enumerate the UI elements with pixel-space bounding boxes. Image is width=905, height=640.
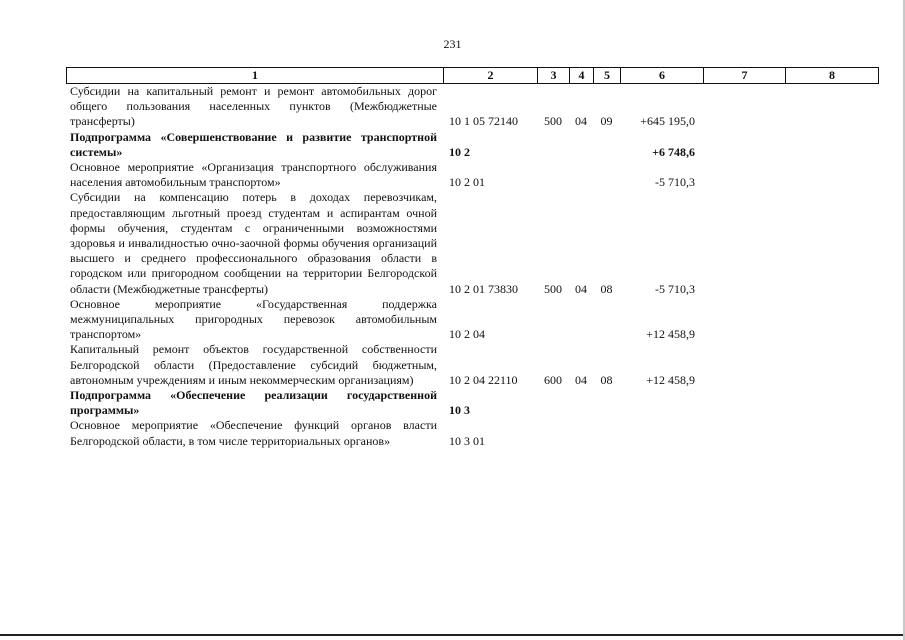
row-section: 04 [575,114,587,129]
row-section [569,160,593,190]
page-number: 231 [443,37,462,51]
row-col-8 [785,84,878,130]
header-col-3: 3 [538,68,570,84]
table-row [66,418,878,448]
table-row [66,84,878,130]
header-col-4: 4 [570,68,594,84]
row-description: Субсидии на компенсацию потерь в доходах перевозчикам, предоставляющим льготный проезд студентам и аспирантам очной формы обучения, студентам с ограниченными возможностями здоровья и инвалидностью очно-заочной формы обучения организаций высшего и среднего профессионального образования области в городском или пригородном сообщении на территории Белгородской области (Межбюджетные трансферты) [70,190,437,296]
row-amount: +12 458,9 [646,372,695,387]
table-row [66,297,878,343]
row-col-7 [703,130,785,160]
row-section: 04 [575,372,587,387]
table-row [66,342,878,388]
table-row [66,388,878,418]
budget-table [66,84,878,449]
row-subsection [593,160,620,190]
row-description: Подпрограмма «Обеспечение реализации государственной программы» [70,388,437,418]
row-amount: -5 710,3 [655,281,695,296]
row-description: Субсидии на капитальный ремонт и ремонт автомобильных дорог общего пользования населенных пунктов (Межбюджетные трансферты) [70,84,437,129]
row-description: Основное мероприятие «Государственная поддержка межмуниципальных пригородных перевозок автомобильным транспортом» [70,296,437,342]
row-subsection: 08 [600,281,613,296]
row-section [569,418,593,448]
row-expense-type [537,388,569,418]
row-section [569,388,593,418]
row-code: 10 3 01 [449,433,485,448]
row-section [569,130,593,160]
row-subsection: 09 [600,114,613,129]
row-col-7 [703,342,785,388]
row-section [569,297,593,343]
header-row [67,68,879,84]
table-row [66,190,878,296]
row-expense-type: 600 [544,372,562,387]
row-col-8 [785,160,878,190]
row-col-7 [703,388,785,418]
row-section: 04 [575,281,587,296]
row-col-8 [785,297,878,343]
row-description: Капитальный ремонт объектов государственной собственности Белгородской области (Предоставление субсидий бюджетным, автономным учреждениям и иным некоммерческим организациям) [70,342,437,387]
row-code: 10 2 04 22110 [449,372,518,387]
row-description: Основное мероприятие «Организация транспортного обслуживания населения автомобильным транспортом» [70,160,437,190]
header-col-7: 7 [704,68,786,84]
row-code: 10 2 01 73830 [449,281,518,296]
row-expense-type: 500 [544,114,562,129]
row-col-7 [703,190,785,296]
row-expense-type [537,160,569,190]
row-amount: +645 195,0 [640,114,695,129]
row-expense-type [537,418,569,448]
row-col-7 [703,160,785,190]
row-col-8 [785,388,878,418]
row-expense-type: 500 [544,281,562,296]
row-col-7 [703,297,785,343]
header-col-2: 2 [444,68,538,84]
row-col-8 [785,130,878,160]
row-subsection [593,388,620,418]
row-code: 10 1 05 72140 [449,114,518,129]
row-amount: -5 710,3 [655,175,695,190]
row-amount [620,418,703,448]
table-row [66,160,878,190]
row-description: Основное мероприятие «Обеспечение функций органов власти Белгородской области, в том числе территориальных органов» [70,418,437,448]
row-subsection [593,130,620,160]
table-row [66,130,878,160]
row-expense-type [537,297,569,343]
row-amount: +6 748,6 [652,144,695,159]
row-description: Подпрограмма «Совершенствование и развитие транспортной системы» [70,129,437,159]
row-code: 10 2 01 [449,175,485,190]
header-col-1: 1 [67,68,444,84]
bottom-rule [0,634,905,636]
row-subsection [593,297,620,343]
row-col-8 [785,342,878,388]
row-col-7 [703,418,785,448]
row-col-7 [703,84,785,130]
row-expense-type [537,130,569,160]
row-subsection: 08 [600,372,613,387]
row-code: 10 2 04 [449,327,485,342]
row-amount [620,388,703,418]
header-col-5: 5 [594,68,621,84]
header-col-6: 6 [621,68,704,84]
table-header [66,67,879,84]
row-code: 10 2 [449,144,470,159]
row-amount: +12 458,9 [646,327,695,342]
row-subsection [593,418,620,448]
row-code: 10 3 [449,403,470,418]
header-col-8: 8 [786,68,879,84]
row-col-8 [785,418,878,448]
row-col-8 [785,190,878,296]
